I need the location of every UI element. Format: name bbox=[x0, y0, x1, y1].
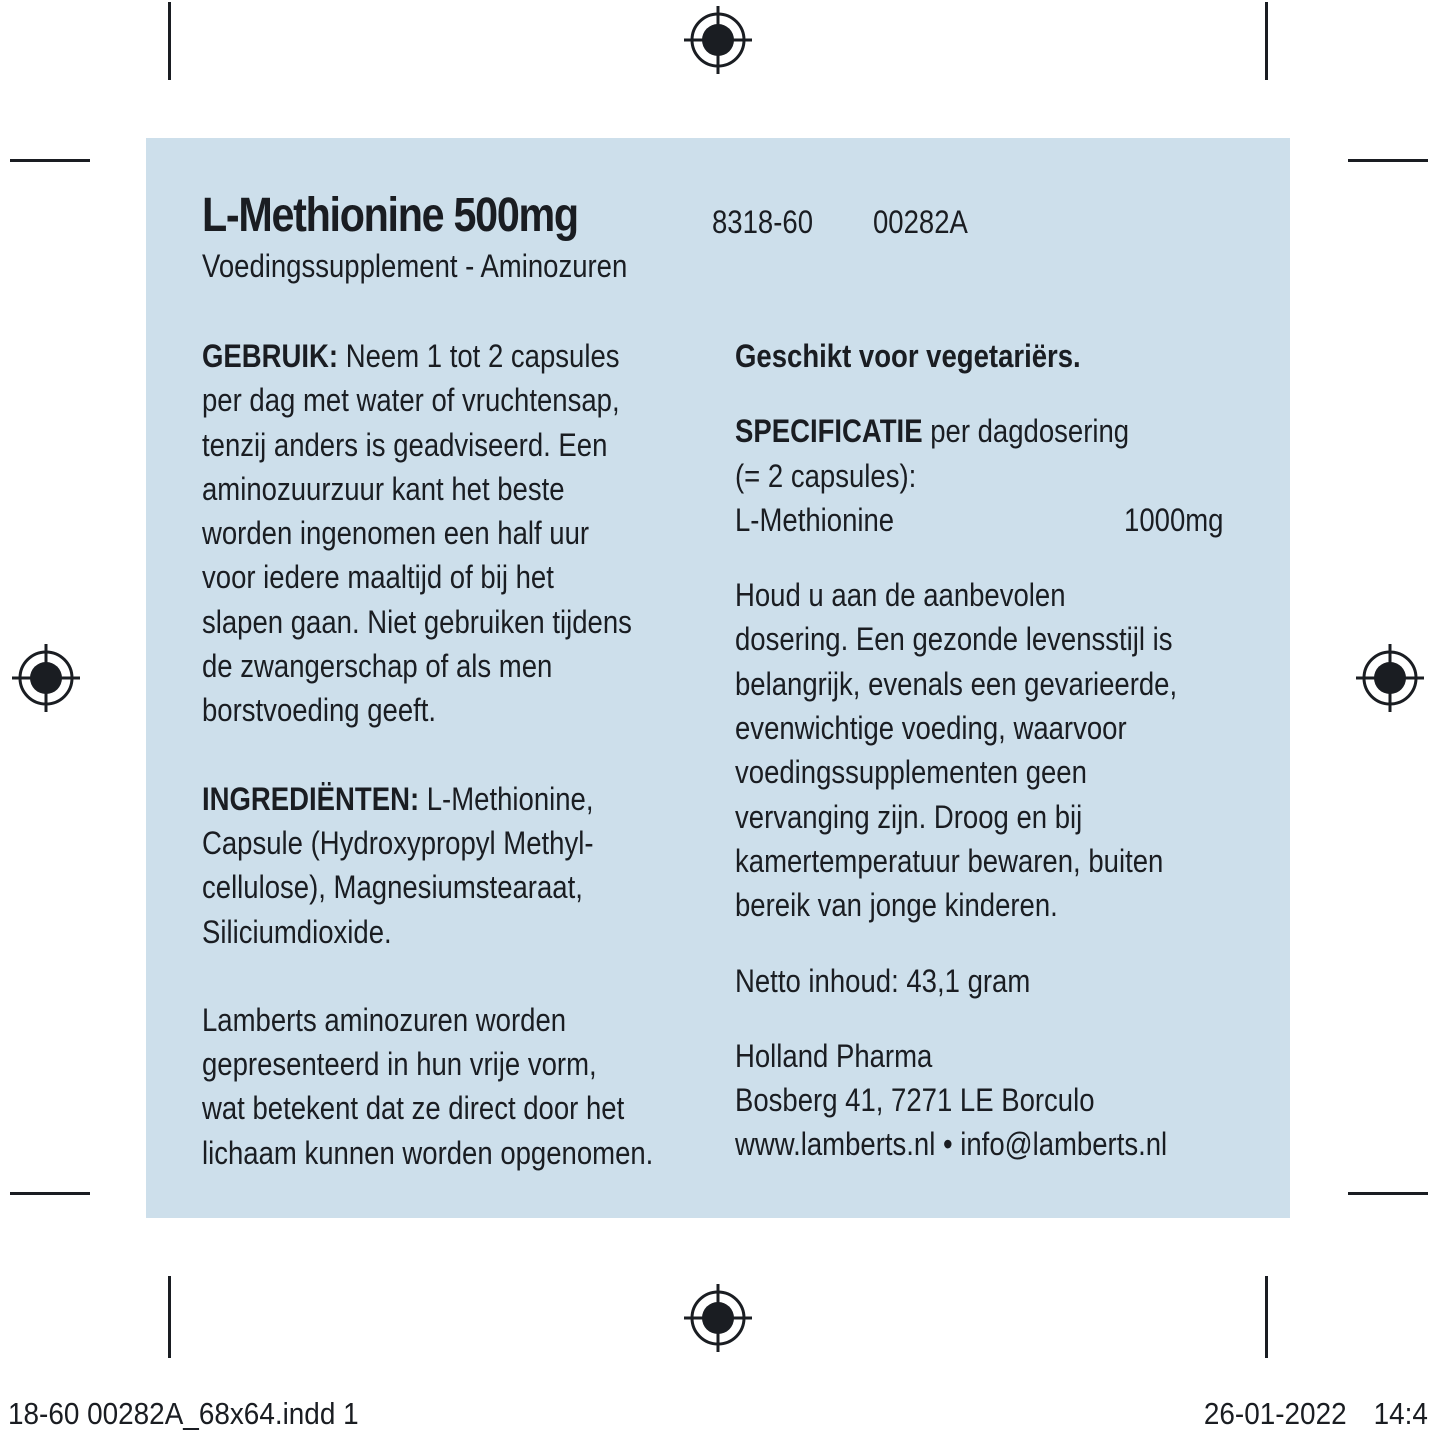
vegetarian-text: Geschikt voor vegetariërs. bbox=[735, 338, 1081, 374]
company-section bbox=[735, 1034, 1234, 1167]
company-name: Holland Pharma bbox=[735, 1037, 933, 1074]
usage-section bbox=[202, 334, 701, 733]
registration-mark-icon bbox=[684, 1284, 752, 1352]
ingredients-line: Siliciumdioxide. bbox=[202, 913, 392, 950]
specification-item-name: L-Methionine bbox=[735, 501, 895, 538]
advice-line: voedingssupplementen geen bbox=[735, 754, 1087, 791]
free-form-line: wat betekent dat ze direct door het bbox=[202, 1090, 625, 1127]
company-contact: www.lamberts.nl • info@lamberts.nl bbox=[735, 1126, 1168, 1163]
left-column bbox=[202, 334, 701, 1175]
usage-line: tenzij anders is geadviseerd. Een bbox=[202, 426, 608, 463]
advice-line: Houd u aan de aanbevolen bbox=[735, 577, 1066, 614]
crop-mark-top-right bbox=[1265, 2, 1268, 80]
crop-mark-left-top bbox=[10, 159, 90, 162]
free-form-line: gepresenteerd in hun vrije vorm, bbox=[202, 1046, 597, 1083]
crop-mark-left-bottom bbox=[10, 1192, 90, 1195]
usage-line: slapen gaan. Niet gebruiken tijdens bbox=[202, 603, 632, 640]
usage-heading: GEBRUIK: bbox=[202, 338, 339, 374]
free-form-section bbox=[202, 998, 701, 1175]
crop-mark-bottom-left bbox=[168, 1276, 171, 1358]
specification-dose: (= 2 capsules): bbox=[735, 457, 917, 494]
advice-line: kamertemperatuur bewaren, buiten bbox=[735, 842, 1164, 879]
advice-line: vervanging zijn. Droog en bij bbox=[735, 798, 1083, 835]
product-title: L-Methionine 500mg bbox=[202, 189, 578, 242]
advice-section bbox=[735, 573, 1234, 927]
crop-mark-bottom-right bbox=[1265, 1276, 1268, 1358]
usage-line: Neem 1 tot 2 capsules bbox=[345, 338, 620, 374]
crop-mark-top-left bbox=[168, 2, 171, 80]
usage-line: per dag met water of vruchtensap, bbox=[202, 382, 620, 419]
right-column bbox=[735, 334, 1234, 1167]
advice-line: dosering. Een gezonde levensstijl is bbox=[735, 621, 1173, 658]
usage-line: worden ingenomen een half uur bbox=[202, 515, 590, 552]
specification-row bbox=[735, 498, 1223, 542]
usage-line: de zwangerschap of als men bbox=[202, 648, 553, 685]
specification-section bbox=[735, 409, 1234, 498]
registration-mark-icon bbox=[1356, 644, 1424, 712]
crop-mark-right-top bbox=[1348, 159, 1428, 162]
company-address: Bosberg 41, 7271 LE Borculo bbox=[735, 1082, 1095, 1119]
net-content: Netto inhoud: 43,1 gram bbox=[735, 962, 1031, 999]
usage-line: aminozuurzuur kant het beste bbox=[202, 470, 565, 507]
product-code: 8318-60 bbox=[712, 204, 813, 240]
ingredients-heading: INGREDIËNTEN: bbox=[202, 780, 420, 817]
ingredients-section bbox=[202, 777, 701, 954]
specification-suffix: per dagdosering bbox=[930, 413, 1130, 450]
advice-line: bereik van jonge kinderen. bbox=[735, 887, 1058, 924]
registration-mark-icon bbox=[684, 6, 752, 74]
registration-mark-icon bbox=[12, 644, 80, 712]
specification-item-value: 1000mg bbox=[1124, 501, 1224, 538]
print-slug-time: 14:4 bbox=[1373, 1396, 1428, 1431]
advice-line: belangrijk, evenals een gevarieerde, bbox=[735, 665, 1178, 702]
crop-mark-right-bottom bbox=[1348, 1192, 1428, 1195]
usage-line: borstvoeding geeft. bbox=[202, 692, 437, 729]
advice-line: evenwichtige voeding, waarvoor bbox=[735, 710, 1127, 747]
free-form-line: Lamberts aminozuren worden bbox=[202, 1001, 567, 1038]
print-slug-date: 26-01-2022 bbox=[1203, 1396, 1347, 1431]
free-form-line: lichaam kunnen worden opgenomen. bbox=[202, 1134, 654, 1171]
print-slug-timestamp bbox=[1204, 1396, 1428, 1432]
specification-heading: SPECIFICATIE bbox=[735, 413, 923, 450]
print-slug-filename: 18-60 00282A_68x64.indd 1 bbox=[8, 1396, 359, 1431]
label-panel bbox=[146, 138, 1290, 1218]
usage-line: voor iedere maaltijd of bij het bbox=[202, 559, 554, 596]
ingredients-line: Capsule (Hydroxypropyl Methyl- bbox=[202, 824, 594, 861]
ingredients-line: cellulose), Magnesiumstearaat, bbox=[202, 869, 583, 906]
vegetarian-note bbox=[735, 334, 1234, 378]
ingredients-line: L-Methionine, bbox=[426, 780, 594, 817]
batch-code: 00282A bbox=[873, 204, 968, 240]
product-subtitle: Voedingssupplement - Aminozuren bbox=[202, 248, 628, 284]
